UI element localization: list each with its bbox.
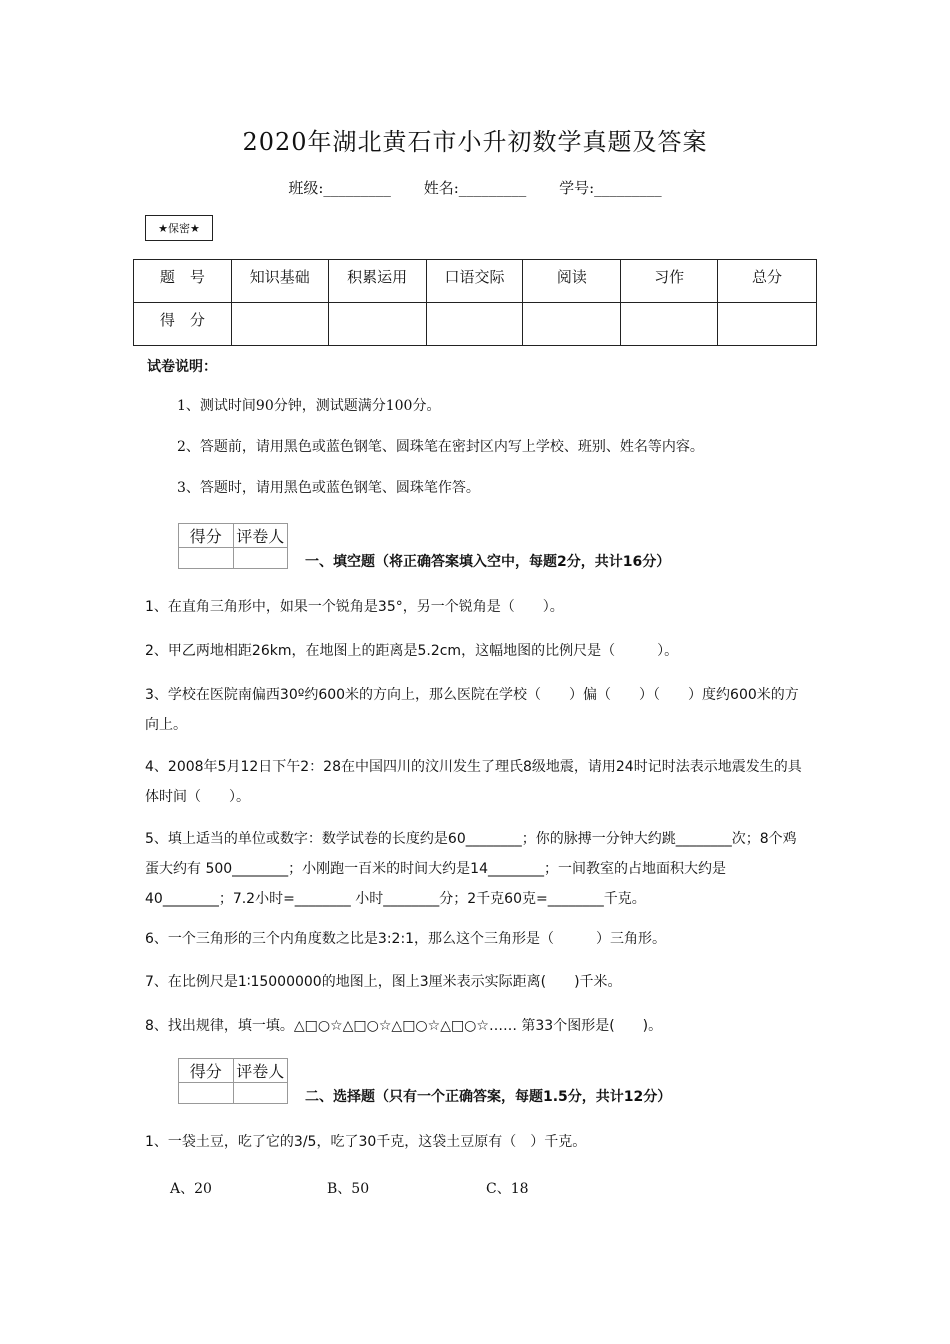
grader-box-grader-cell[interactable]	[233, 1083, 288, 1104]
option-a: A、20	[170, 1181, 212, 1197]
section-heading: 二、选择题（只有一个正确答案，每题1.5分，共计12分）	[305, 1089, 672, 1105]
score-table-score-row	[134, 303, 817, 346]
grader-box-score-cell[interactable]	[179, 548, 234, 569]
header-cell: 习作	[621, 260, 718, 303]
question-item: 8、找出规律，填一填。△□○☆△□○☆△□○☆△□○☆…… 第33个图形是( )。	[145, 1018, 663, 1034]
grader-box-score-label: 得分	[179, 524, 234, 548]
notes-title: 试卷说明：	[147, 359, 217, 375]
question-item: 3、学校在医院南偏西30º约600米的方向上，那么医院在学校（ ）偏（ ）（ ）度约600米的方向上。	[145, 687, 799, 733]
score-cell[interactable]	[523, 303, 621, 346]
score-row-label: 得 分	[134, 303, 232, 346]
grader-box	[178, 523, 288, 569]
section-heading: 一、填空题（将正确答案填入空中，每题2分，共计16分）	[305, 554, 671, 570]
page-title: 2020年湖北黄石市小升初数学真题及答案	[242, 128, 708, 156]
header-cell: 口语交际	[426, 260, 523, 303]
header-cell: 总分	[718, 260, 817, 303]
question-item: 1、在直角三角形中，如果一个锐角是35°，另一个锐角是（ ）。	[145, 599, 564, 615]
grader-box-grader-label: 评卷人	[233, 524, 288, 548]
class-field: 班级:_________	[288, 179, 391, 197]
question-item: 1、一袋土豆，吃了它的3/5，吃了30千克，这袋土豆原有（ ）千克。	[145, 1134, 587, 1150]
note-item: 3、答题时，请用黑色或蓝色钢笔、圆珠笔作答。	[177, 480, 480, 496]
grader-box-grader-label: 评卷人	[233, 1059, 288, 1083]
grader-box-score-cell[interactable]	[179, 1083, 234, 1104]
student-info-line	[0, 177, 950, 198]
option-b: B、50	[327, 1181, 370, 1197]
grader-box	[178, 1058, 288, 1104]
header-cell: 积累运用	[328, 260, 426, 303]
question-item: 4、2008年5月12日下午2：28在中国四川的汶川发生了理氏8级地震，请用24时记时法表示地震发生的具体时间（ ）。	[145, 759, 802, 805]
note-item: 1、测试时间90分钟，测试题满分100分。	[177, 398, 441, 414]
question-item: 6、一个三角形的三个内角度数之比是3:2:1，那么这个三角形是（ ）三角形。	[145, 931, 667, 947]
score-cell[interactable]	[231, 303, 328, 346]
note-item: 2、答题前，请用黑色或蓝色钢笔、圆珠笔在密封区内写上学校、班别、姓名等内容。	[177, 439, 704, 455]
student-id-field: 学号:_________	[559, 179, 662, 197]
score-table-header-row	[134, 260, 817, 303]
question-item: 7、在比例尺是1∶15000000的地图上，图上3厘米表示实际距离( )千米。	[145, 974, 622, 990]
header-cell: 题 号	[134, 260, 232, 303]
question-item: 5、填上适当的单位或数字：数学试卷的长度约是60________；你的脉搏一分钟大约跳________次；8个鸡蛋大约有 500________；小刚跑一百米的时间大约是14________；一间教室的占地面积大约是40________；7.2小时=________ 小时________分；2千克60克=________千克。	[145, 831, 797, 907]
grader-box-score-label: 得分	[179, 1059, 234, 1083]
score-cell[interactable]	[426, 303, 523, 346]
score-cell[interactable]	[718, 303, 817, 346]
score-table	[133, 259, 817, 346]
grader-box-grader-cell[interactable]	[233, 548, 288, 569]
name-field: 姓名:_________	[423, 179, 527, 197]
score-cell[interactable]	[621, 303, 718, 346]
option-c: C、18	[486, 1181, 529, 1197]
confidential-badge: ★保密★	[145, 215, 213, 241]
question-item: 2、甲乙两地相距26km，在地图上的距离是5.2cm，这幅地图的比例尺是（ ）。	[145, 643, 679, 659]
score-cell[interactable]	[328, 303, 426, 346]
header-cell: 阅读	[523, 260, 621, 303]
header-cell: 知识基础	[231, 260, 328, 303]
